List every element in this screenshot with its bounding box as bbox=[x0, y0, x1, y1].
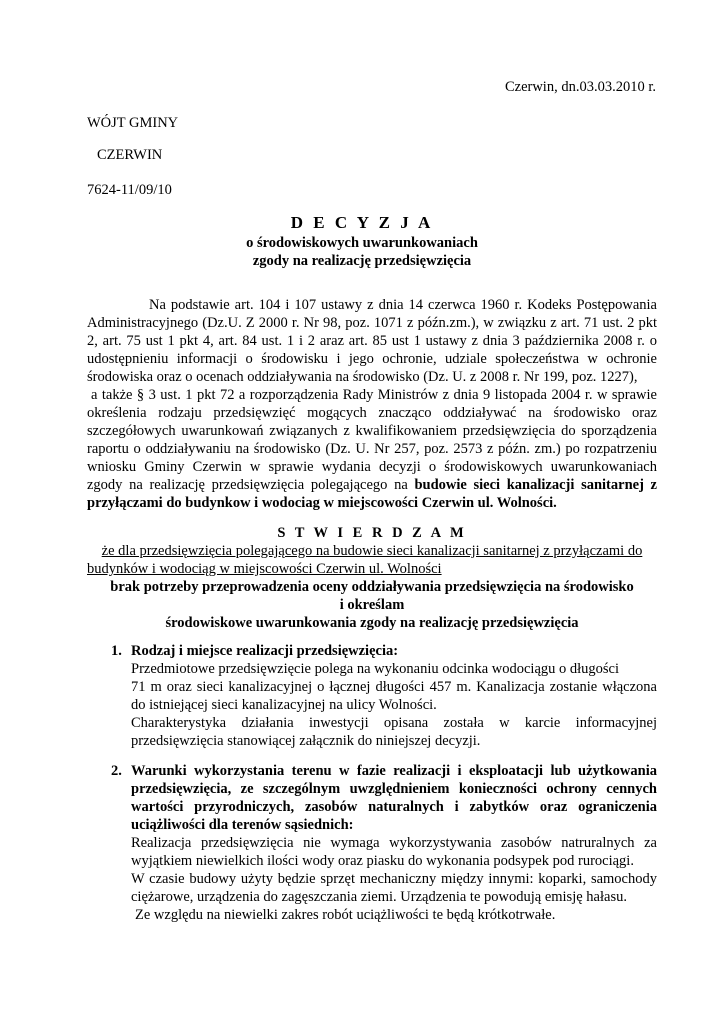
item-heading-line: przedsięwzięcia, ze szczególnym uwzględnieniem konieczności ochrony cennych bbox=[131, 781, 657, 797]
title-main: D E C Y Z J A bbox=[290, 213, 434, 232]
legal-line: środowiska oraz o ocenach oddziaływania na środowisko (Dz. U. z 2008 r. Nr 199, poz. 1227), bbox=[87, 369, 638, 385]
item-number: 2. bbox=[111, 763, 122, 779]
project-name-part1: budowie sieci kanalizacji sanitarnej z bbox=[414, 477, 657, 493]
item-body-line: W czasie budowy użyty będzie sprzęt mechaniczny między innymi: koparki, samochody bbox=[131, 871, 657, 887]
legal-basis-paragraph bbox=[87, 296, 657, 512]
legal-line: Administracyjnego (Dz.U. Z 2000 r. Nr 98, poz. 1071 z późn.zm.), w związku z art. 71 ust. 2 pkt bbox=[87, 315, 657, 331]
item-body-line: ciężarowe, urządzenia do zagęszczania ziemi. Urządzenia te powodują emisję hałasu. bbox=[131, 889, 627, 905]
decision-subject-line: że dla przedsięwzięcia polegającego na budowie sieci kanalizacji sanitarnej z przyłączami do bbox=[101, 543, 643, 559]
item-body bbox=[131, 834, 657, 924]
item-body-line: Charakterystyka działania inwestycji opisana została w karcie informacyjnej bbox=[131, 715, 657, 731]
decision-statement-line: środowiskowe uwarunkowania zgody na realizację przedsięwzięcia bbox=[165, 615, 579, 631]
decision-statement-line: i określam bbox=[339, 597, 405, 613]
item-body-line: Ze względu na niewielki zakres robót uciążliwości te będą krótkotrwałe. bbox=[135, 907, 556, 923]
legal-line: szczegółowych uwarunkowań związanych z kwalifikowaniem przedsięwzięcia do sporządzenia bbox=[87, 423, 657, 439]
item-heading bbox=[131, 762, 657, 834]
legal-line: zgody na realizację przedsięwzięcia polegającego na budowie sieci kanalizacji sanitarnej z bbox=[87, 477, 657, 493]
legal-line: określenia rodzaju przedsięwzięć mogących znacząco oddziaływać na środowisko oraz bbox=[87, 405, 657, 421]
decision-statement-line: brak potrzeby przeprowadzenia oceny oddziaływania przedsięwzięcia na środowisko bbox=[110, 579, 634, 595]
item-body-line: do istniejącej sieci kanalizacyjnej na ulicy Wolności. bbox=[131, 697, 437, 713]
document-date: Czerwin, dn.03.03.2010 r. bbox=[504, 79, 656, 95]
title-sub2: zgody na realizację przedsięwzięcia bbox=[252, 253, 472, 269]
legal-line: Na podstawie art. 104 i 107 ustawy z dnia 14 czerwca 1960 r. Kodeks Postępowania bbox=[149, 297, 657, 313]
legal-line: wniosku Gminy Czerwin w sprawie wydania decyzji o środowiskowych uwarunkowaniach bbox=[87, 459, 657, 475]
item-body bbox=[131, 660, 657, 750]
item-heading-line: uciążliwości dla terenów sąsiednich: bbox=[131, 817, 354, 833]
item-heading-line: Warunki wykorzystania terenu w fazie realizacji i eksploatacji lub użytkowania bbox=[131, 763, 657, 779]
legal-line: udostępnieniu informacji o środowisku i jego ochronie, udziale społeczeństwa w ochronie bbox=[87, 351, 657, 367]
decision-title bbox=[0, 212, 724, 270]
item-heading: Rodzaj i miejsce realizacji przedsięwzięcia: bbox=[131, 643, 399, 659]
decision-subject-line: budynków i wodociąg w miejscowości Czerwin ul. Wolności bbox=[87, 561, 442, 577]
legal-line: 2, art. 75 ust 1 pkt 4, art. 84 ust. 1 i 2 araz art. 85 ust 1 ustawy z dnia 3 października 2008 r. o bbox=[87, 333, 657, 349]
legal-line: raportu o oddziaływaniu na środowisko (Dz. U. Nr 257, poz. 2573 z późn. zm.) po rozpatrzeniu bbox=[87, 441, 657, 457]
title-sub1: o środowiskowych uwarunkowaniach bbox=[246, 235, 478, 251]
item-body-line: 71 m oraz sieci kanalizacyjnej o łącznej długości 457 m. Kanalizacja zostanie włączona bbox=[131, 679, 657, 695]
decision-subject bbox=[87, 542, 657, 578]
project-name-part2: przyłączami do budynkow i wodociag w miejscowości Czerwin ul. Wolności. bbox=[87, 495, 557, 511]
item-number: 1. bbox=[111, 643, 122, 659]
decision-statement bbox=[87, 578, 657, 632]
item-body-line: wyjątkiem niewielkich ilości wody oraz piasku do wykonania podsypek pod rurociągi. bbox=[131, 853, 634, 869]
decision-heading: S T W I E R D Z A M bbox=[277, 525, 467, 541]
legal-line: a także § 3 ust. 1 pkt 72 a rozporządzenia Rady Ministrów z dnia 9 listopada 2004 r. w sprawie bbox=[91, 387, 657, 403]
authority-title: WÓJT GMINY bbox=[87, 115, 179, 131]
item-heading-line: wartości przyrodniczych, zasobów naturalnych i zabytków oraz ograniczenia bbox=[131, 799, 657, 815]
item-body-line: Realizacja przedsięwzięcia nie wymaga wykorzystywania zasobów natruralnych za bbox=[131, 835, 657, 851]
authority-municipality: CZERWIN bbox=[97, 147, 163, 163]
reference-number: 7624-11/09/10 bbox=[87, 182, 172, 198]
item-body-line: Przedmiotowe przedsięwzięcie polega na wykonaniu odcinka wodociągu o długości bbox=[131, 661, 620, 677]
item-body-line: przedsięwzięcia stanowiącej załącznik do niniejszej decyzji. bbox=[131, 733, 481, 749]
